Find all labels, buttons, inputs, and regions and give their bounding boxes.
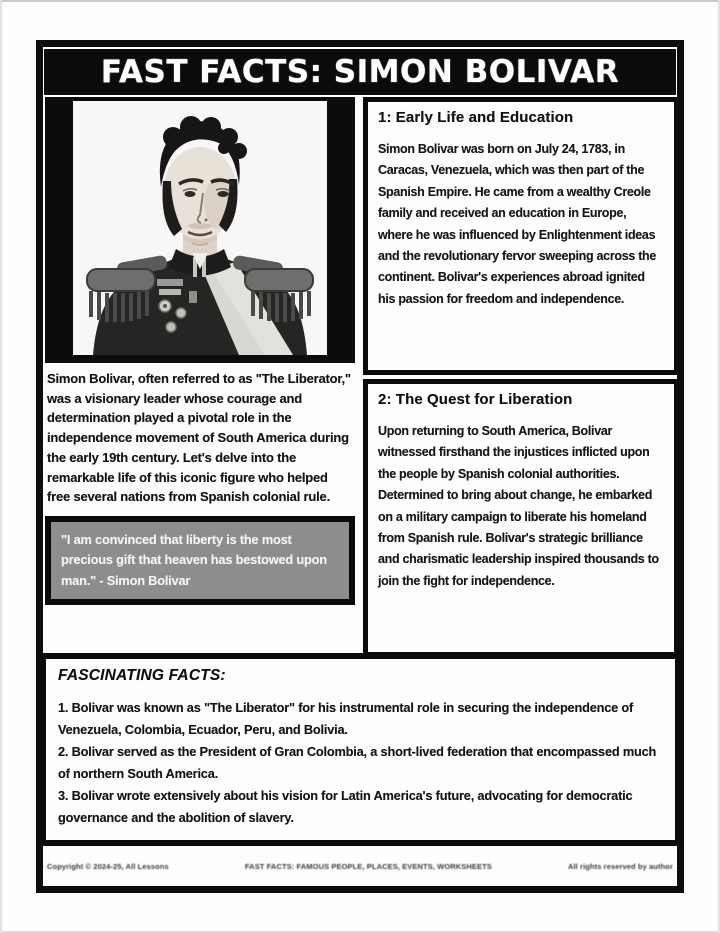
facts-heading: FASCINATING FACTS: — [58, 667, 226, 684]
fact-item: 3. Bolivar wrote extensively about his vision for Latin America's future, advocating for democratic governance and the abolition of slavery. — [58, 788, 633, 825]
section-body: Simon Bolivar was born on July 24, 1783, in Caracas, Venezuela, which was then part of the Spanish Empire. He came from a wealthy Creole family and received an education in Europe, where he was influenced by Enlightenment ideas and the revolutionary fervor sweeping across the continent. Bolivar's experiences abroad ignited his passion for freedom and independence. — [378, 142, 657, 306]
worksheet-frame — [36, 40, 684, 893]
footer-series-title: FAST FACTS: FAMOUS PEOPLE, PLACES, EVENTS, WORKSHEETS — [244, 862, 492, 871]
fact-item: 2. Bolivar served as the President of Gran Colombia, a short-lived federation that encompassed much of northern South America. — [58, 744, 657, 781]
section-body: Upon returning to South America, Bolivar witnessed firsthand the injustices inflicted upon the people by Spanish colonial authorities. Determined to bring about change, he embarked on a military campaign to liberate his homeland from Spanish rule. Bolivar's strategic brilliance and charismatic leadership inspired thousands to join the fight for independence. — [378, 424, 659, 588]
section-heading: 2: The Quest for Liberation — [378, 391, 573, 408]
left-column — [45, 97, 355, 605]
facts-list — [58, 697, 658, 829]
section-early-life — [363, 97, 679, 375]
quote-text: "I am convinced that liberty is the most precious gift that heaven has bestowed upon man." - Simon Bolivar — [61, 531, 327, 588]
quote-box — [45, 516, 355, 606]
fascinating-facts-box — [40, 653, 681, 846]
bolivar-portrait-illustration — [73, 101, 327, 355]
scan-edge — [0, 0, 720, 2]
footer-copyright: Copyright © 2024-25, All Lessons — [47, 862, 169, 871]
page-title: FAST FACTS: SIMON BOLIVAR — [100, 54, 620, 90]
section-quest-liberation — [363, 379, 679, 657]
right-column — [363, 97, 679, 657]
portrait-frame — [45, 97, 355, 363]
footer-rights: All rights reserved by author — [567, 862, 673, 871]
section-heading: 1: Early Life and Education — [378, 109, 574, 126]
intro-paragraph: Simon Bolivar, often referred to as "The Liberator," was a visionary leader whose courage and determination played a pivotal role in the independence movement of South America during the early 19th century. Let's delve into the remarkable life of this iconic figure who helped free several nations from Spanish colonial rule. — [47, 371, 351, 505]
fact-item: 1. Bolivar was known as "The Liberator" for his instrumental role in securing the independence of Venezuela, Colombia, Ecuador, Peru, and Bolivia. — [58, 700, 634, 737]
scan-edge — [0, 0, 2, 933]
bolivar-portrait — [73, 101, 327, 355]
footer — [47, 862, 673, 871]
title-bar — [44, 49, 676, 95]
